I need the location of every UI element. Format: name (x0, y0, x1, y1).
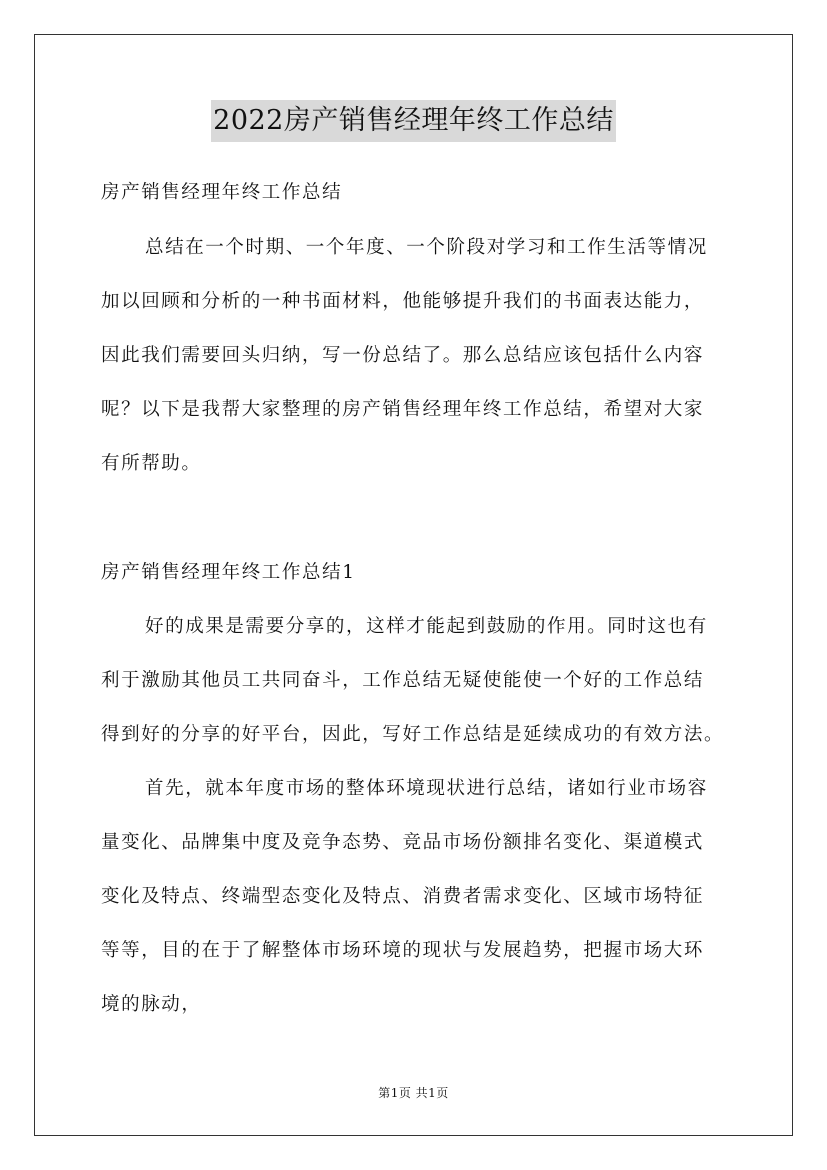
intro-line: 有所帮助。 (101, 453, 202, 474)
paragraph-line: 得到好的分享的好平台，因此，写好工作总结是延续成功的有效方法。 (101, 724, 725, 745)
paragraph-line: 好的成果是需要分享的，这样才能起到鼓励的作用。同时这也有 (145, 616, 708, 637)
paragraph-line: 变化及特点、终端型态变化及特点、消费者需求变化、区域市场特征 (101, 886, 705, 907)
paragraph-line: 量变化、品牌集中度及竞争态势、竞品市场份额排名变化、渠道模式 (101, 832, 705, 853)
paragraph-line: 首先，就本年度市场的整体环境现状进行总结，诸如行业市场容 (145, 778, 708, 799)
intro-line: 加以回顾和分析的一种书面材料，他能够提升我们的书面表达能力， (101, 291, 705, 312)
paragraph-line: 境的脉动， (101, 994, 202, 1015)
intro-line: 因此我们需要回头归纳，写一份总结了。那么总结应该包括什么内容 (101, 345, 705, 366)
paragraph-line: 等等，目的在于了解整体市场环境的现状与发展趋势，把握市场大环 (101, 940, 705, 961)
intro-line: 总结在一个时期、一个年度、一个阶段对学习和工作生活等情况 (145, 237, 708, 258)
section-heading: 房产销售经理年终工作总结1 (101, 562, 356, 583)
document-title (0, 100, 827, 142)
intro-line: 呢？以下是我帮大家整理的房产销售经理年终工作总结，希望对大家 (101, 399, 705, 420)
paragraph-line: 利于激励其他员工共同奋斗，工作总结无疑使能使一个好的工作总结 (101, 670, 705, 691)
page-number-footer: 第1页 共1页 (378, 1086, 449, 1100)
subtitle: 房产销售经理年终工作总结 (101, 182, 343, 203)
document-title-text: 2022房产销售经理年终工作总结 (211, 100, 616, 142)
